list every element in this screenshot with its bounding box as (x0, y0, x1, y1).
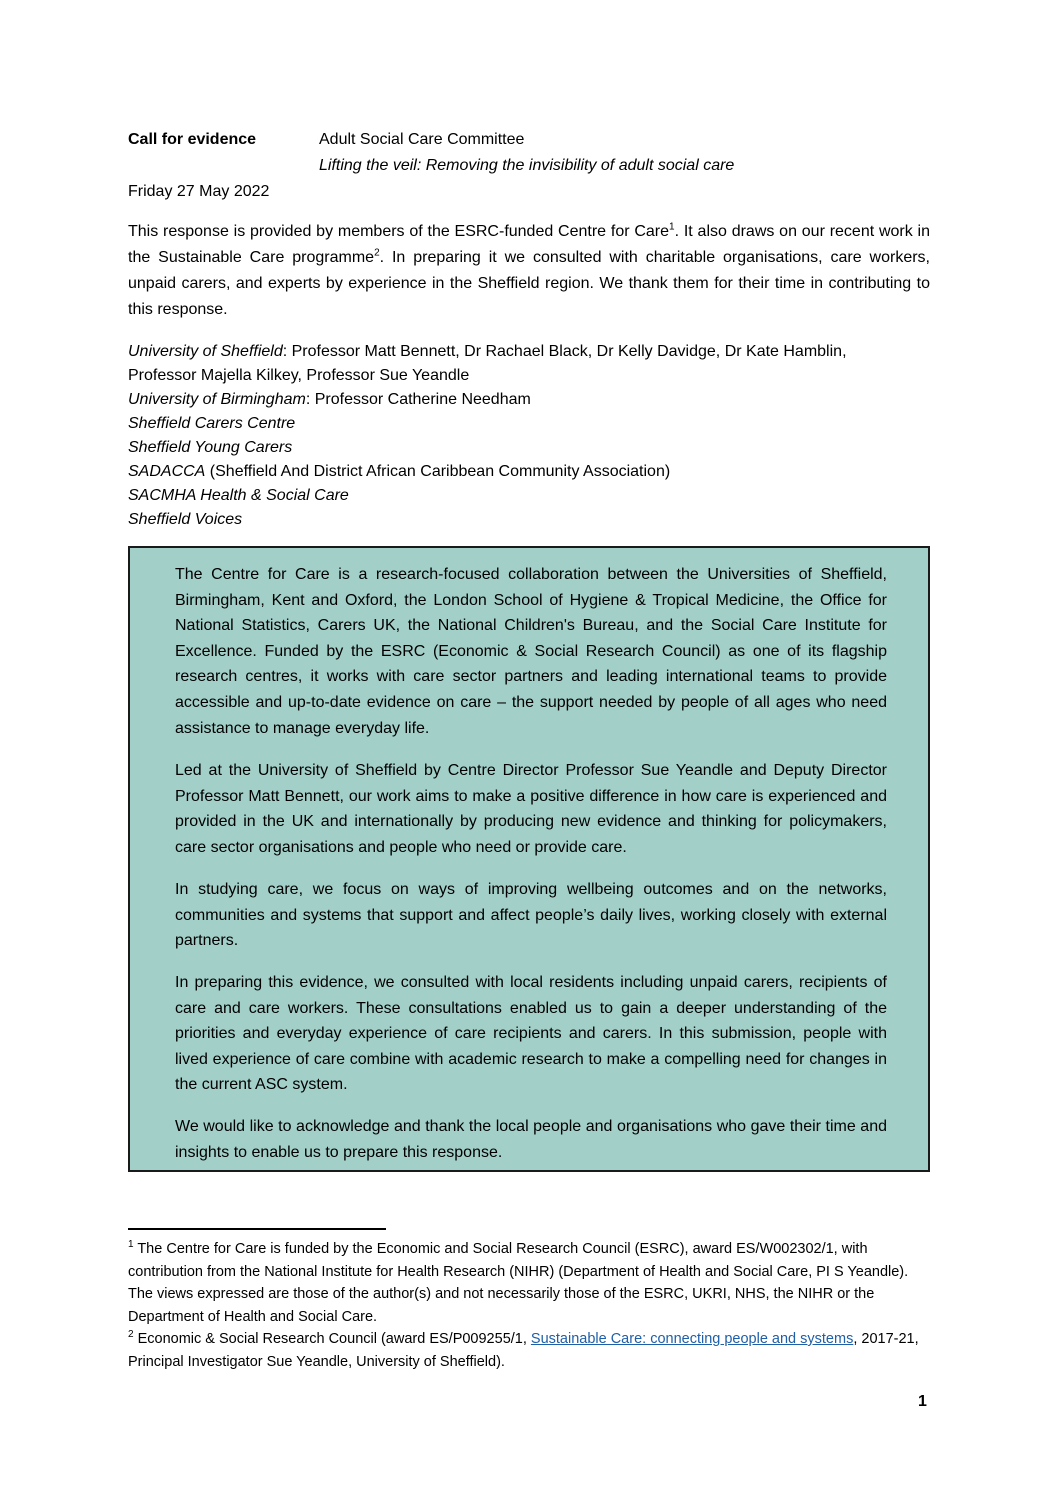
org-name: University of Sheffield (128, 343, 283, 360)
contributor-birmingham (128, 388, 930, 412)
footnotes (128, 1238, 930, 1373)
centre-for-care-info-box (128, 546, 930, 1172)
submission-date: Friday 27 May 2022 (128, 183, 270, 200)
footnote-2 (128, 1328, 930, 1373)
contributor-voices (128, 508, 930, 532)
org-full-name: (Sheffield And District African Caribbean Community Association) (205, 463, 671, 480)
contributors-list (128, 340, 930, 532)
footnote-ref-1[interactable]: 1 (669, 221, 675, 233)
footnote-separator (128, 1228, 386, 1230)
info-paragraph-5: We would like to acknowledge and thank the local people and organisations who gave their time and insights to enable us to prepare this response. (175, 1118, 887, 1161)
contributor-young-carers (128, 436, 930, 460)
page-number: 1 (918, 1393, 927, 1410)
org-name: Sheffield Carers Centre (128, 415, 296, 432)
intro-paragraph (128, 219, 930, 323)
intro-text-3: . In preparing it we consulted with charitable organisations, care workers, unpaid carers, and experts by experience in the Sheffield region. We thank them for their time in contributing to this response. (128, 249, 931, 318)
info-paragraph-1: The Centre for Care is a research-focused collaboration between the Universities of Sheffield, Birmingham, Kent and Oxford, the London School of Hygiene & Tropical Medicine, the Office for National Statistics, Carers UK, the National Children's Bureau, and the Social Care Institute for Excellence. Funded by the ESRC (Economic & Social Research Council) as one of its flagship research centres, it works with care sector partners and leading international teams to provide accessible and up-to-date evidence on care – the support needed by people of all ages who need assistance to manage everyday life. (175, 566, 887, 737)
info-paragraph-2: Led at the University of Sheffield by Centre Director Professor Sue Yeandle and Deputy Director Professor Matt Bennett, our work aims to make a positive difference in how care is experienced and provided in the UK and internationally by producing new evidence and thinking for policymakers, care sector organisations and people who need or provide care. (175, 762, 887, 856)
contributor-sadacca (128, 460, 930, 484)
intro-text-1: This response is provided by members of the ESRC-funded Centre for Care (128, 223, 670, 240)
info-paragraph-3: In studying care, we focus on ways of improving wellbeing outcomes and on the networks, communities and systems that support and affect people’s daily lives, working closely with external partners. (175, 881, 887, 950)
committee-name: Adult Social Care Committee (319, 131, 525, 148)
sustainable-care-link[interactable]: Sustainable Care: connecting people and systems (530, 1331, 854, 1347)
people-names: : Professor Catherine Needham (305, 391, 531, 408)
footnote-mark: 2 (128, 1329, 134, 1341)
intro-text-2: . It also draws on our recent work in the Sustainable Care programme (128, 223, 930, 266)
org-name: Sheffield Young Carers (128, 439, 293, 456)
org-name: SACMHA Health & Social Care (128, 487, 349, 504)
org-name: University of Birmingham (128, 391, 306, 408)
footnote-1 (128, 1238, 930, 1328)
footnote-ref-2[interactable]: 2 (374, 247, 380, 259)
footnote-text: , 2017-21, Principal Investigator Sue Yeandle, University of Sheffield). (128, 1331, 919, 1370)
footnote-text: The Centre for Care is funded by the Economic and Social Research Council (ESRC), award ES/W002302/1, with contribution from the National Institute for Health Research (NIHR) (Department of Health and Social Care, PI S Yeandle). The views expressed are those of the author(s) and not necessarily those of the ESRC, UKRI, NHS, the NIHR or the Department of Health and Social Care. (128, 1241, 909, 1325)
info-paragraph-4: In preparing this evidence, we consulted with local residents including unpaid carers, recipients of care and care workers. These consultations enabled us to gain a deeper understanding of the priorities and everyday experience of care recipients and carers. In this submission, people with lived experience of care combine with academic research to make a compelling need for changes in the current ASC system. (175, 974, 887, 1094)
people-names: : Professor Matt Bennett, Dr Rachael Black, Dr Kelly Davidge, Dr Kate Hamblin, (282, 343, 847, 360)
contributor-sheffield-cont: Professor Majella Kilkey, Professor Sue Yeandle (128, 367, 470, 384)
org-name: Sheffield Voices (128, 511, 243, 528)
call-for-evidence-label: Call for evidence (128, 131, 257, 148)
footnote-text: Economic & Social Research Council (award ES/P009255/1, (133, 1331, 531, 1347)
inquiry-title: Lifting the veil: Removing the invisibility of adult social care (319, 157, 735, 174)
contributor-sheffield (128, 340, 930, 364)
org-name: SADACCA (128, 463, 206, 480)
footnote-mark: 1 (128, 1239, 134, 1251)
contributor-sacmha (128, 484, 930, 508)
contributor-carers-centre (128, 412, 930, 436)
